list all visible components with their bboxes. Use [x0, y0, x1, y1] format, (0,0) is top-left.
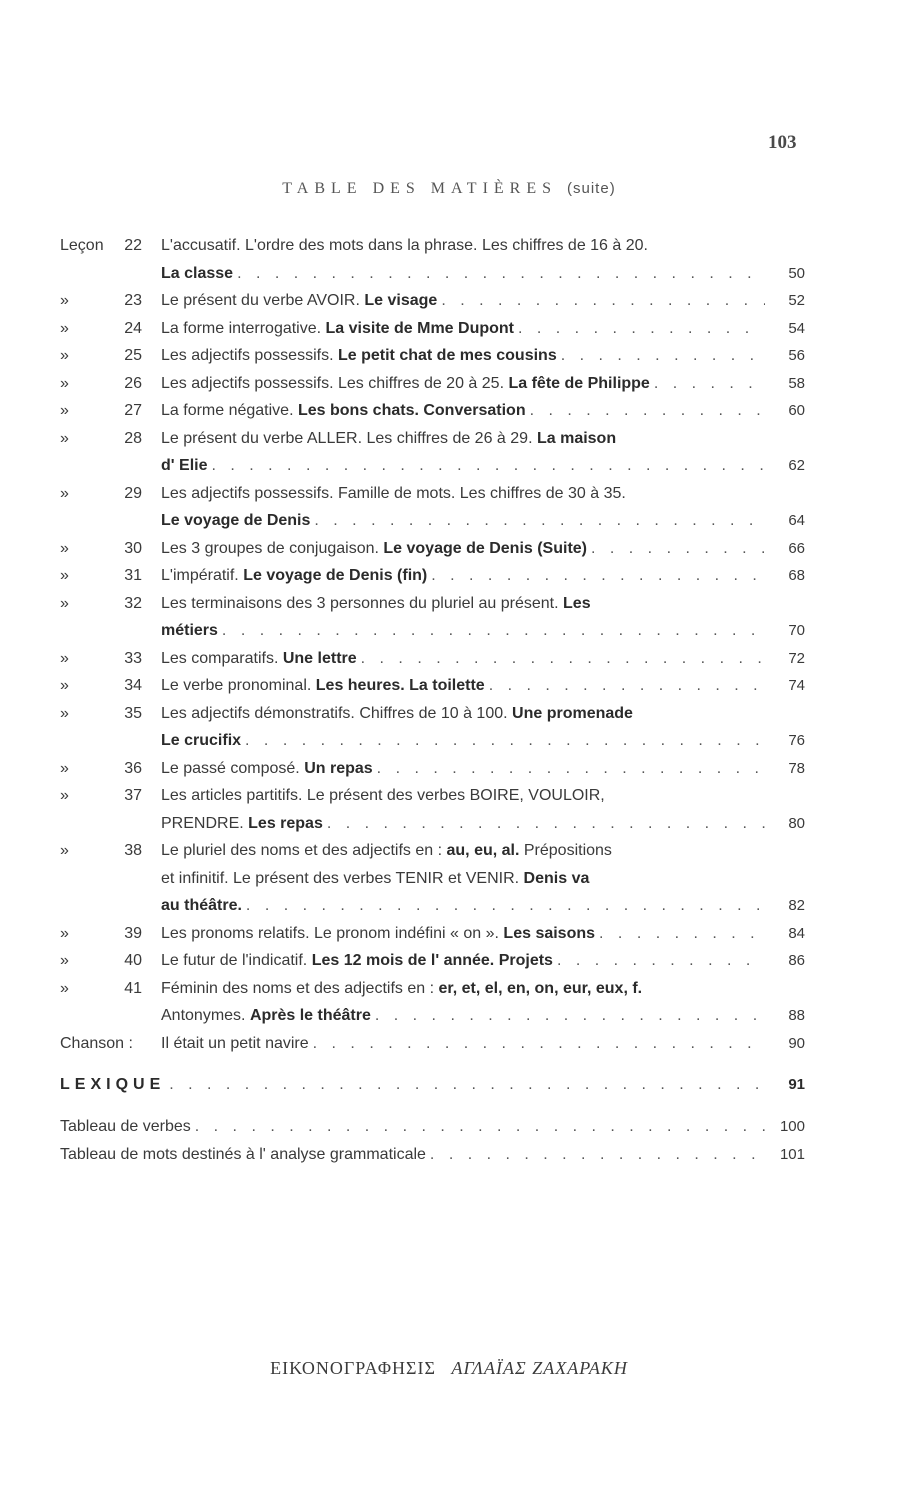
entry-reading-title: Un repas [304, 759, 373, 777]
lesson-label [60, 370, 142, 398]
page-ref: 56 [788, 347, 805, 364]
lesson-number: 22 [124, 237, 142, 254]
page-ref: 82 [788, 897, 805, 914]
entry-reading-title: au théâtre. [161, 897, 242, 914]
entry-plain-text: L'accusatif. L'ordre des mots dans la phrase. Les chiffres de 16 à 20. [161, 237, 648, 254]
entry-line [161, 342, 765, 370]
entry-line [161, 947, 765, 975]
entry-line [161, 452, 765, 480]
toc-entry[interactable] [60, 397, 805, 425]
entry-plain-text: La forme interrogative. [161, 319, 322, 337]
entry-plain-text: Le présent du verbe AVOIR. [161, 292, 360, 309]
toc-entry[interactable] [60, 975, 805, 1030]
entry-reading-title: Le voyage de Denis (Suite) [383, 539, 587, 557]
lesson-prefix: Leçon [60, 237, 104, 254]
lesson-label [60, 480, 142, 508]
lesson-number: 27 [124, 402, 142, 419]
lesson-description [161, 755, 765, 783]
entry-plain-text: Les terminaisons des 3 personnes du pluriel au présent. [161, 594, 559, 612]
entry-reading-title: Le visage [364, 292, 438, 309]
lesson-description [161, 590, 765, 645]
entry-text [161, 480, 626, 508]
lesson-number: 28 [124, 429, 142, 447]
entry-plain-text: Les comparatifs. [161, 649, 279, 667]
entry-plain-text: Les articles partitifs. Le présent des verbes BOIRE, VOULOIR, [161, 787, 605, 804]
entry-line [161, 315, 765, 343]
entry-reading-title: Les bons chats. Conversation [297, 402, 526, 419]
entry-text [161, 645, 357, 673]
dot-leader [222, 617, 765, 645]
entry-line [161, 562, 765, 590]
chanson-label: Chanson : [60, 1034, 133, 1052]
lesson-label [60, 397, 142, 425]
entry-text [161, 397, 526, 425]
lesson-label [60, 535, 142, 563]
dot-leader [557, 947, 765, 975]
entry-line [161, 370, 765, 398]
entry-line [161, 975, 765, 1003]
lesson-number: 40 [124, 952, 142, 969]
lesson-label [60, 837, 142, 865]
lesson-label [60, 645, 142, 673]
chanson-description [161, 1030, 765, 1058]
entry-reading-title: Les saisons [503, 924, 596, 942]
entry-reading-title: Denis va [523, 869, 590, 887]
entry-plain-text: Les adjectifs possessifs. Famille de mots. Les chiffres de 30 à 35. [161, 484, 626, 502]
lesson-prefix: » [60, 594, 69, 612]
dot-leader [246, 892, 765, 920]
entry-text [161, 672, 485, 700]
entry-text [161, 975, 642, 1003]
entry-reading-title: Le voyage de Denis (fin) [243, 567, 428, 584]
dot-leader [530, 397, 765, 425]
page-ref: 76 [788, 732, 805, 749]
toc-entry[interactable] [60, 782, 805, 837]
page-ref: 78 [788, 759, 805, 777]
dot-leader [654, 370, 765, 398]
entry-reading-title: au, eu, al. [446, 842, 520, 859]
toc-entry[interactable] [60, 535, 805, 563]
lesson-description [161, 287, 765, 315]
lesson-description [161, 315, 765, 343]
entry-text [161, 452, 207, 480]
lesson-description [161, 645, 765, 673]
entry-plain-text: Le présent du verbe ALLER. Les chiffres de 26 à 29. [161, 429, 533, 447]
entry-reading-title: Après le théâtre [249, 1007, 371, 1024]
title-text: TABLE DES MATIÈRES [282, 180, 558, 197]
entry-reading-title: er, et, el, en, on, eur, eux, f. [438, 979, 643, 997]
page-ref: 100 [779, 1118, 805, 1135]
toc-entry[interactable] [60, 672, 805, 700]
dot-leader [237, 260, 765, 288]
dot-leader [599, 920, 765, 948]
page-ref: 91 [788, 1076, 805, 1093]
lesson-number: 38 [124, 842, 142, 859]
lesson-prefix: » [60, 787, 69, 804]
toc-entry-tableau-mots-label: Tableau de mots destinés à l' analyse grammaticale [60, 1146, 426, 1163]
entry-text [161, 590, 591, 618]
entry-text [161, 232, 648, 260]
entry-line [161, 920, 765, 948]
entry-line [161, 1030, 765, 1058]
entry-reading-title: d' Elie [161, 457, 208, 474]
dot-leader [591, 535, 765, 563]
entry-text [161, 700, 633, 728]
entry-line [161, 837, 765, 865]
entry-text [161, 315, 514, 343]
lesson-label [60, 920, 142, 948]
entry-plain-text: PRENDRE. [161, 814, 244, 832]
entry-line [161, 425, 765, 453]
entry-reading-title: Les 12 mois de l' année. Projets [311, 952, 553, 969]
lesson-description [161, 232, 765, 287]
lesson-label [60, 755, 142, 783]
credit-name: ΑΓΛΑΪΑΣ ΖΑΧΑΡΑΚΗ [451, 1358, 628, 1378]
dot-leader [314, 507, 765, 535]
entry-plain-text: Les 3 groupes de conjugaison. [161, 539, 379, 557]
entry-line [161, 287, 765, 315]
lesson-prefix: » [60, 759, 69, 777]
entry-reading-title: Une promenade [512, 704, 633, 722]
entry-plain-text: La forme négative. [161, 402, 294, 419]
entry-line [161, 1002, 765, 1030]
lesson-label [60, 975, 142, 1003]
entry-plain-text: Les adjectifs possessifs. Les chiffres de 20 à 25. [161, 374, 505, 392]
entry-text [161, 287, 437, 315]
dot-leader [361, 645, 765, 673]
lesson-prefix: » [60, 842, 69, 859]
lesson-description [161, 672, 765, 700]
entry-reading-title: métiers [161, 622, 218, 639]
entry-line [161, 260, 765, 288]
lesson-prefix: » [60, 952, 69, 969]
lesson-prefix: » [60, 319, 69, 337]
lesson-description [161, 782, 765, 837]
lesson-prefix: » [60, 374, 69, 392]
entry-text [161, 507, 310, 535]
page-ref: 64 [788, 512, 805, 529]
toc-entry[interactable] [60, 837, 805, 920]
entry-plain-text: Les pronoms relatifs. Le pronom indéfini « on ». [161, 924, 499, 942]
lesson-prefix: » [60, 292, 69, 309]
lesson-description [161, 947, 765, 975]
lesson-description [161, 480, 765, 535]
lesson-description [161, 370, 765, 398]
toc-entry-lexique-label: LEXIQUE [60, 1076, 166, 1093]
dot-leader [211, 452, 765, 480]
entry-text [161, 342, 557, 370]
lesson-number: 30 [124, 539, 142, 557]
entry-line [161, 672, 765, 700]
table-of-contents [60, 232, 805, 1169]
page-number: 103 [768, 132, 797, 153]
lesson-prefix: » [60, 484, 69, 502]
entry-reading-title: Les [563, 594, 591, 612]
page-ref: 50 [788, 264, 805, 282]
lesson-number: 23 [124, 292, 142, 309]
lesson-prefix: » [60, 567, 69, 584]
dot-leader [377, 755, 765, 783]
toc-entry[interactable] [60, 947, 805, 975]
lesson-number: 29 [124, 484, 142, 502]
entry-reading-title: Le crucifix [161, 732, 242, 749]
entry-line [161, 700, 765, 728]
page-ref: 58 [788, 374, 805, 392]
dot-leader [561, 342, 765, 370]
page-ref: 54 [788, 319, 805, 337]
toc-entry-chanson[interactable] [60, 1030, 805, 1058]
page-ref: 88 [788, 1007, 805, 1024]
toc-entry[interactable] [60, 232, 805, 287]
entry-text [161, 837, 612, 865]
lesson-label [60, 947, 142, 975]
toc-entry[interactable] [60, 480, 805, 535]
dot-leader [518, 315, 765, 343]
entry-plain-text: Le passé composé. [161, 759, 300, 777]
entry-text [161, 947, 553, 975]
entry-text [161, 617, 218, 645]
entry-text [161, 425, 616, 453]
page-ref: 101 [779, 1146, 805, 1163]
entry-text [161, 260, 233, 288]
lesson-label [60, 342, 142, 370]
lesson-label [60, 672, 142, 700]
lesson-description [161, 700, 765, 755]
lesson-description [161, 975, 765, 1030]
lesson-label [60, 315, 142, 343]
entry-reading-title: Le voyage de Denis [161, 512, 311, 529]
toc-entry[interactable] [60, 590, 805, 645]
entry-line [161, 480, 765, 508]
entry-line [60, 1071, 765, 1099]
entry-line [161, 617, 765, 645]
entry-plain-text: et infinitif. Le présent des verbes TENIR et VENIR. [161, 869, 520, 887]
lesson-prefix: » [60, 704, 69, 722]
entry-plain-text: Féminin des noms et des adjectifs en : [161, 979, 435, 997]
lesson-number: 34 [124, 677, 142, 694]
lesson-description [161, 342, 765, 370]
entry-text [161, 1002, 371, 1030]
lesson-prefix: » [60, 402, 69, 419]
title-suite: (suite) [567, 180, 616, 197]
entry-plain-text: Le futur de l'indicatif. [161, 952, 308, 969]
illustration-credit [0, 1358, 898, 1379]
lesson-description [161, 535, 765, 563]
lesson-number: 36 [124, 759, 142, 777]
lesson-prefix: » [60, 924, 69, 942]
page-ref: 68 [788, 567, 805, 584]
toc-entry[interactable] [60, 370, 805, 398]
lesson-number: 24 [124, 319, 142, 337]
lesson-label [60, 700, 142, 728]
toc-entry[interactable] [60, 287, 805, 315]
entry-reading-title: Le petit chat de mes cousins [337, 347, 557, 364]
lesson-prefix: » [60, 429, 69, 447]
lesson-number: 33 [124, 649, 142, 667]
page-ref: 86 [788, 952, 805, 969]
entry-text [161, 755, 373, 783]
entry-reading-title: La classe [161, 264, 234, 282]
toc-entry[interactable] [60, 315, 805, 343]
credit-label: ΕΙΚΟΝΟΓΡΑΦΗΣΙΣ [270, 1358, 436, 1378]
lesson-description [161, 425, 765, 480]
lesson-number: 25 [124, 347, 142, 364]
page-ref: 74 [788, 677, 805, 694]
page-ref: 70 [788, 622, 805, 639]
lesson-number: 41 [124, 979, 142, 997]
page-ref: 84 [788, 924, 805, 942]
entry-plain-text: Prépositions [523, 842, 612, 859]
page-title [0, 180, 898, 198]
chanson-title: Il était un petit navire [161, 1034, 309, 1052]
lesson-label [60, 232, 142, 260]
lesson-number: 39 [124, 924, 142, 942]
entry-line [161, 782, 765, 810]
toc-entry[interactable] [60, 342, 805, 370]
toc-entry[interactable] [60, 645, 805, 673]
dot-leader [245, 727, 765, 755]
entry-line [161, 232, 765, 260]
entry-text [161, 892, 242, 920]
toc-entry-lexique[interactable] [60, 1071, 805, 1099]
entry-reading-title: La fête de Philippe [508, 374, 650, 392]
toc-entry[interactable] [60, 562, 805, 590]
lesson-number: 31 [124, 567, 142, 584]
lesson-number: 26 [124, 374, 142, 392]
dot-leader [431, 562, 765, 590]
entry-plain-text: Le verbe pronominal. [161, 677, 312, 694]
dot-leader [489, 672, 765, 700]
toc-entry-tableau-verbes[interactable] [60, 1113, 805, 1141]
lesson-label [60, 590, 142, 618]
entry-line [161, 755, 765, 783]
page-ref: 66 [788, 539, 805, 557]
lesson-description [161, 920, 765, 948]
entry-line [161, 810, 765, 838]
lesson-label [60, 287, 142, 315]
page-ref: 62 [788, 457, 805, 474]
spacer [60, 1099, 805, 1113]
lesson-number: 37 [124, 787, 142, 804]
lesson-label [60, 782, 142, 810]
entry-plain-text: Antonymes. [161, 1007, 246, 1024]
entry-text [161, 782, 605, 810]
entry-text [161, 810, 323, 838]
entry-reading-title: La maison [536, 429, 617, 447]
dot-leader [195, 1113, 765, 1141]
entry-text [161, 370, 650, 398]
entry-reading-title: Une lettre [282, 649, 357, 667]
lesson-description [161, 837, 765, 920]
entry-line [161, 590, 765, 618]
lesson-prefix: » [60, 979, 69, 997]
lesson-prefix: » [60, 539, 69, 557]
dot-leader [441, 287, 765, 315]
entry-text [161, 727, 241, 755]
page-ref: 52 [788, 292, 805, 309]
entry-text [161, 562, 427, 590]
entry-plain-text: Les adjectifs possessifs. [161, 347, 334, 364]
toc-entry-tableau-verbes-label: Tableau de verbes [60, 1118, 191, 1135]
dot-leader [375, 1002, 765, 1030]
lesson-prefix: » [60, 677, 69, 694]
toc-entry[interactable] [60, 700, 805, 755]
dot-leader [430, 1141, 765, 1169]
page-ref: 90 [788, 1034, 805, 1052]
entry-line [161, 397, 765, 425]
entry-text [161, 535, 587, 563]
page-ref: 72 [788, 649, 805, 667]
entry-line [60, 1141, 765, 1169]
lesson-description [161, 562, 765, 590]
entry-line [161, 535, 765, 563]
entry-reading-title: La visite de Mme Dupont [325, 319, 514, 337]
dot-leader [313, 1030, 765, 1058]
lesson-prefix: » [60, 649, 69, 667]
entry-reading-title: Les heures. La toilette [315, 677, 485, 694]
page-ref: 80 [788, 814, 805, 832]
entry-plain-text: L'impératif. [161, 567, 239, 584]
entry-line [161, 892, 765, 920]
entry-line [161, 507, 765, 535]
entry-text [161, 865, 589, 893]
toc-entry[interactable] [60, 425, 805, 480]
toc-entry[interactable] [60, 920, 805, 948]
entry-plain-text: Les adjectifs démonstratifs. Chiffres de 10 à 100. [161, 704, 508, 722]
entry-line [161, 727, 765, 755]
toc-entry-tableau-mots[interactable] [60, 1141, 805, 1169]
entry-line [161, 865, 765, 893]
lesson-description [161, 397, 765, 425]
entry-text [161, 920, 595, 948]
dot-leader [327, 810, 765, 838]
spacer [60, 1057, 805, 1071]
entry-line [60, 1113, 765, 1141]
page-ref: 60 [788, 402, 805, 419]
entry-line [161, 645, 765, 673]
lesson-label [60, 425, 142, 453]
lesson-number: 35 [124, 704, 142, 722]
dot-leader [169, 1071, 765, 1099]
lesson-prefix: » [60, 347, 69, 364]
lesson-number: 32 [124, 594, 142, 612]
lesson-label [60, 562, 142, 590]
entry-plain-text: Le pluriel des noms et des adjectifs en : [161, 842, 443, 859]
toc-entry[interactable] [60, 755, 805, 783]
entry-reading-title: Les repas [248, 814, 323, 832]
